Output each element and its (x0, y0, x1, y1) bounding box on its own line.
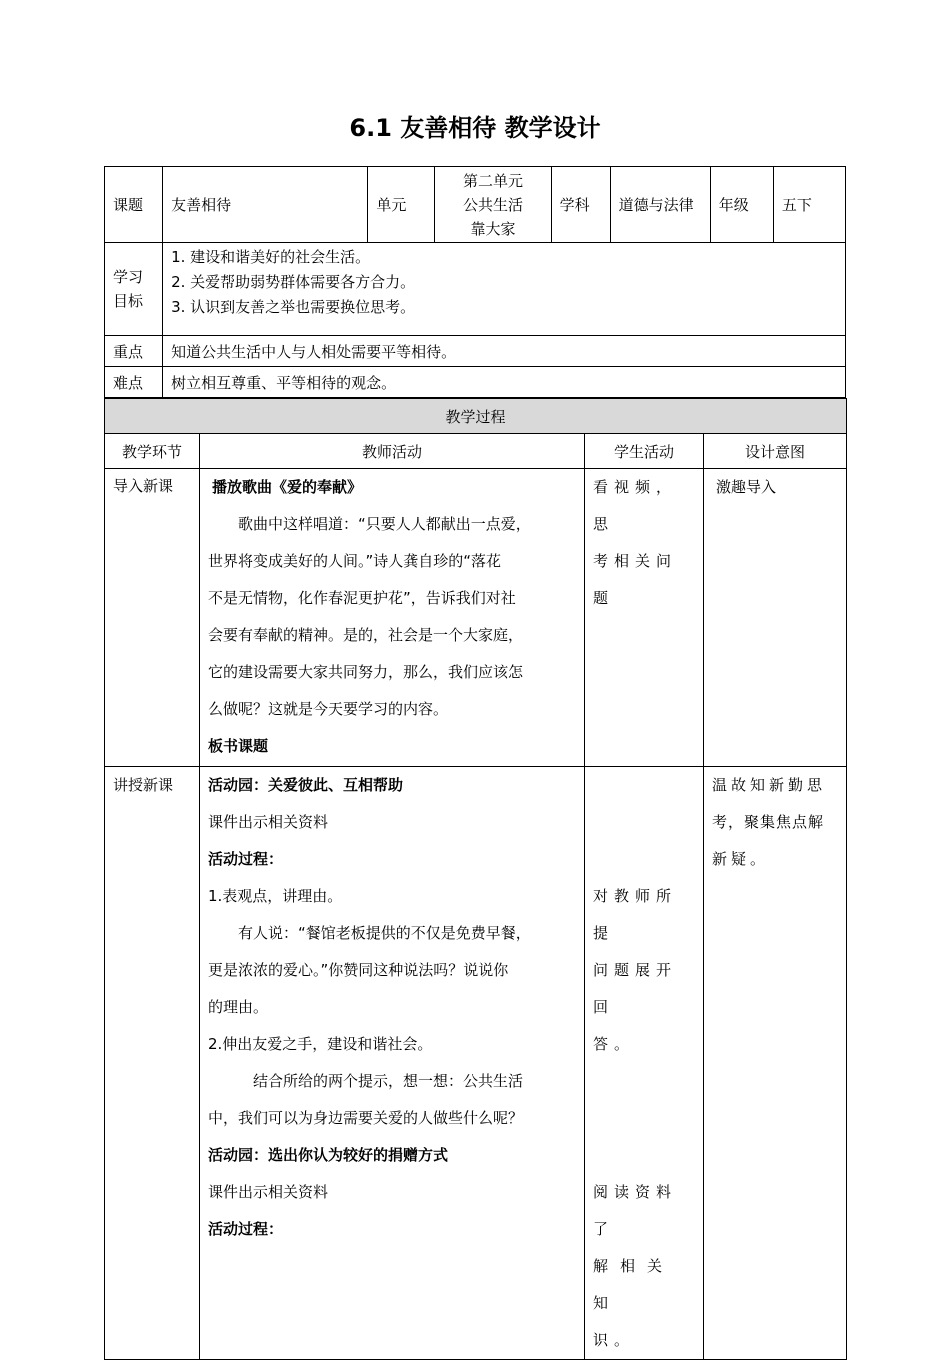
grade-label: 年级 (710, 167, 773, 243)
subject-value: 道德与法律 (610, 167, 710, 243)
page-title: 6.1 友善相待 教学设计 (349, 114, 601, 142)
goals-row (105, 243, 846, 336)
goal-item: 3. 认识到友善之举也需要换位思考。 (171, 298, 416, 316)
lecture-teacher (200, 767, 585, 1360)
goal-item: 2. 关爱帮助弱势群体需要各方合力。 (171, 273, 416, 291)
process-header: 教学过程 (105, 399, 847, 434)
intro-line: 歌曲中这样唱道：“只要人人都献出一点爱， (238, 515, 531, 533)
intro-heading: 播放歌曲《爱的奉献》 (212, 478, 363, 496)
intro-line: 不是无情物，化作春泥更护花”，告诉我们对社 (208, 589, 516, 607)
point-line: 有人说：“餐馆老板提供的不仅是免费早餐， (238, 924, 531, 942)
point-heading: 1.表观点，讲理由。 (208, 887, 343, 905)
intro-line: 么做呢？这就是今天要学习的内容。 (208, 700, 449, 718)
goals-label: 学习 目标 (105, 243, 163, 336)
key-label: 重点 (105, 336, 163, 367)
process-header-row (105, 399, 847, 434)
grade-value: 五下 (773, 167, 845, 243)
subject-label: 学科 (551, 167, 610, 243)
intro-student: 看视频，思 考相关问题 (585, 469, 704, 767)
intro-stage: 导入新课 (105, 469, 200, 767)
activity-material: 课件出示相关资料 (208, 813, 329, 831)
process-table (104, 398, 847, 1360)
info-table (104, 166, 846, 398)
topic-label: 课题 (105, 167, 163, 243)
intro-line: 它的建设需要大家共同努力，那么，我们应该怎 (208, 663, 524, 681)
column-header-row (105, 434, 847, 469)
activity-heading: 活动园：选出你认为较好的捐赠方式 (208, 1146, 449, 1164)
key-value: 知道公共生活中人与人相处需要平等相待。 (163, 336, 846, 367)
activity-process: 活动过程： (208, 850, 284, 868)
info-row (105, 167, 846, 243)
difficulty-row (105, 367, 846, 398)
intro-line: 会要有奉献的精神。是的，社会是一个大家庭， (208, 626, 524, 644)
point-line: 的理由。 (208, 998, 269, 1016)
unit-label: 单元 (368, 167, 435, 243)
intro-line: 世界将变成美好的人间。”诗人龚自珍的“落花 (208, 552, 502, 570)
intro-design: 激趣导入 (704, 469, 847, 767)
activity-heading: 活动园：关爱彼此、互相帮助 (208, 776, 404, 794)
col-stage: 教学环节 (105, 434, 200, 469)
intro-teacher (200, 469, 585, 767)
lecture-row (105, 767, 847, 1360)
point-line: 中，我们可以为身边需要关爱的人做些什么呢？ (208, 1109, 524, 1127)
activity-process: 活动过程： (208, 1220, 284, 1238)
goals-list (163, 243, 846, 336)
difficulty-label: 难点 (105, 367, 163, 398)
point-heading: 2.伸出友爱之手，建设和谐社会。 (208, 1035, 433, 1053)
point-line: 结合所给的两个提示，想一想：公共生活 (253, 1072, 524, 1090)
intro-board: 板书课题 (208, 737, 269, 755)
col-student: 学生活动 (585, 434, 704, 469)
col-design: 设计意图 (704, 434, 847, 469)
difficulty-value: 树立相互尊重、平等相待的观念。 (163, 367, 846, 398)
topic-value: 友善相待 (163, 167, 368, 243)
intro-row (105, 469, 847, 767)
lecture-student: 对教师所提 问题展开回 答。 阅读资料了 解相关知 识。 (585, 767, 704, 1360)
col-teacher: 教师活动 (200, 434, 585, 469)
key-row (105, 336, 846, 367)
goal-item: 1. 建设和谐美好的社会生活。 (171, 248, 371, 266)
point-line: 更是浓浓的爱心。”你赞同这种说法吗？说说你 (208, 961, 509, 979)
unit-value: 第二单元 公共生活 靠大家 (435, 167, 551, 243)
activity-material: 课件出示相关资料 (208, 1183, 329, 1201)
lecture-design: 温故知新勤思 考，聚集焦点解 新疑。 (704, 767, 847, 1360)
lecture-stage: 讲授新课 (105, 767, 200, 1360)
